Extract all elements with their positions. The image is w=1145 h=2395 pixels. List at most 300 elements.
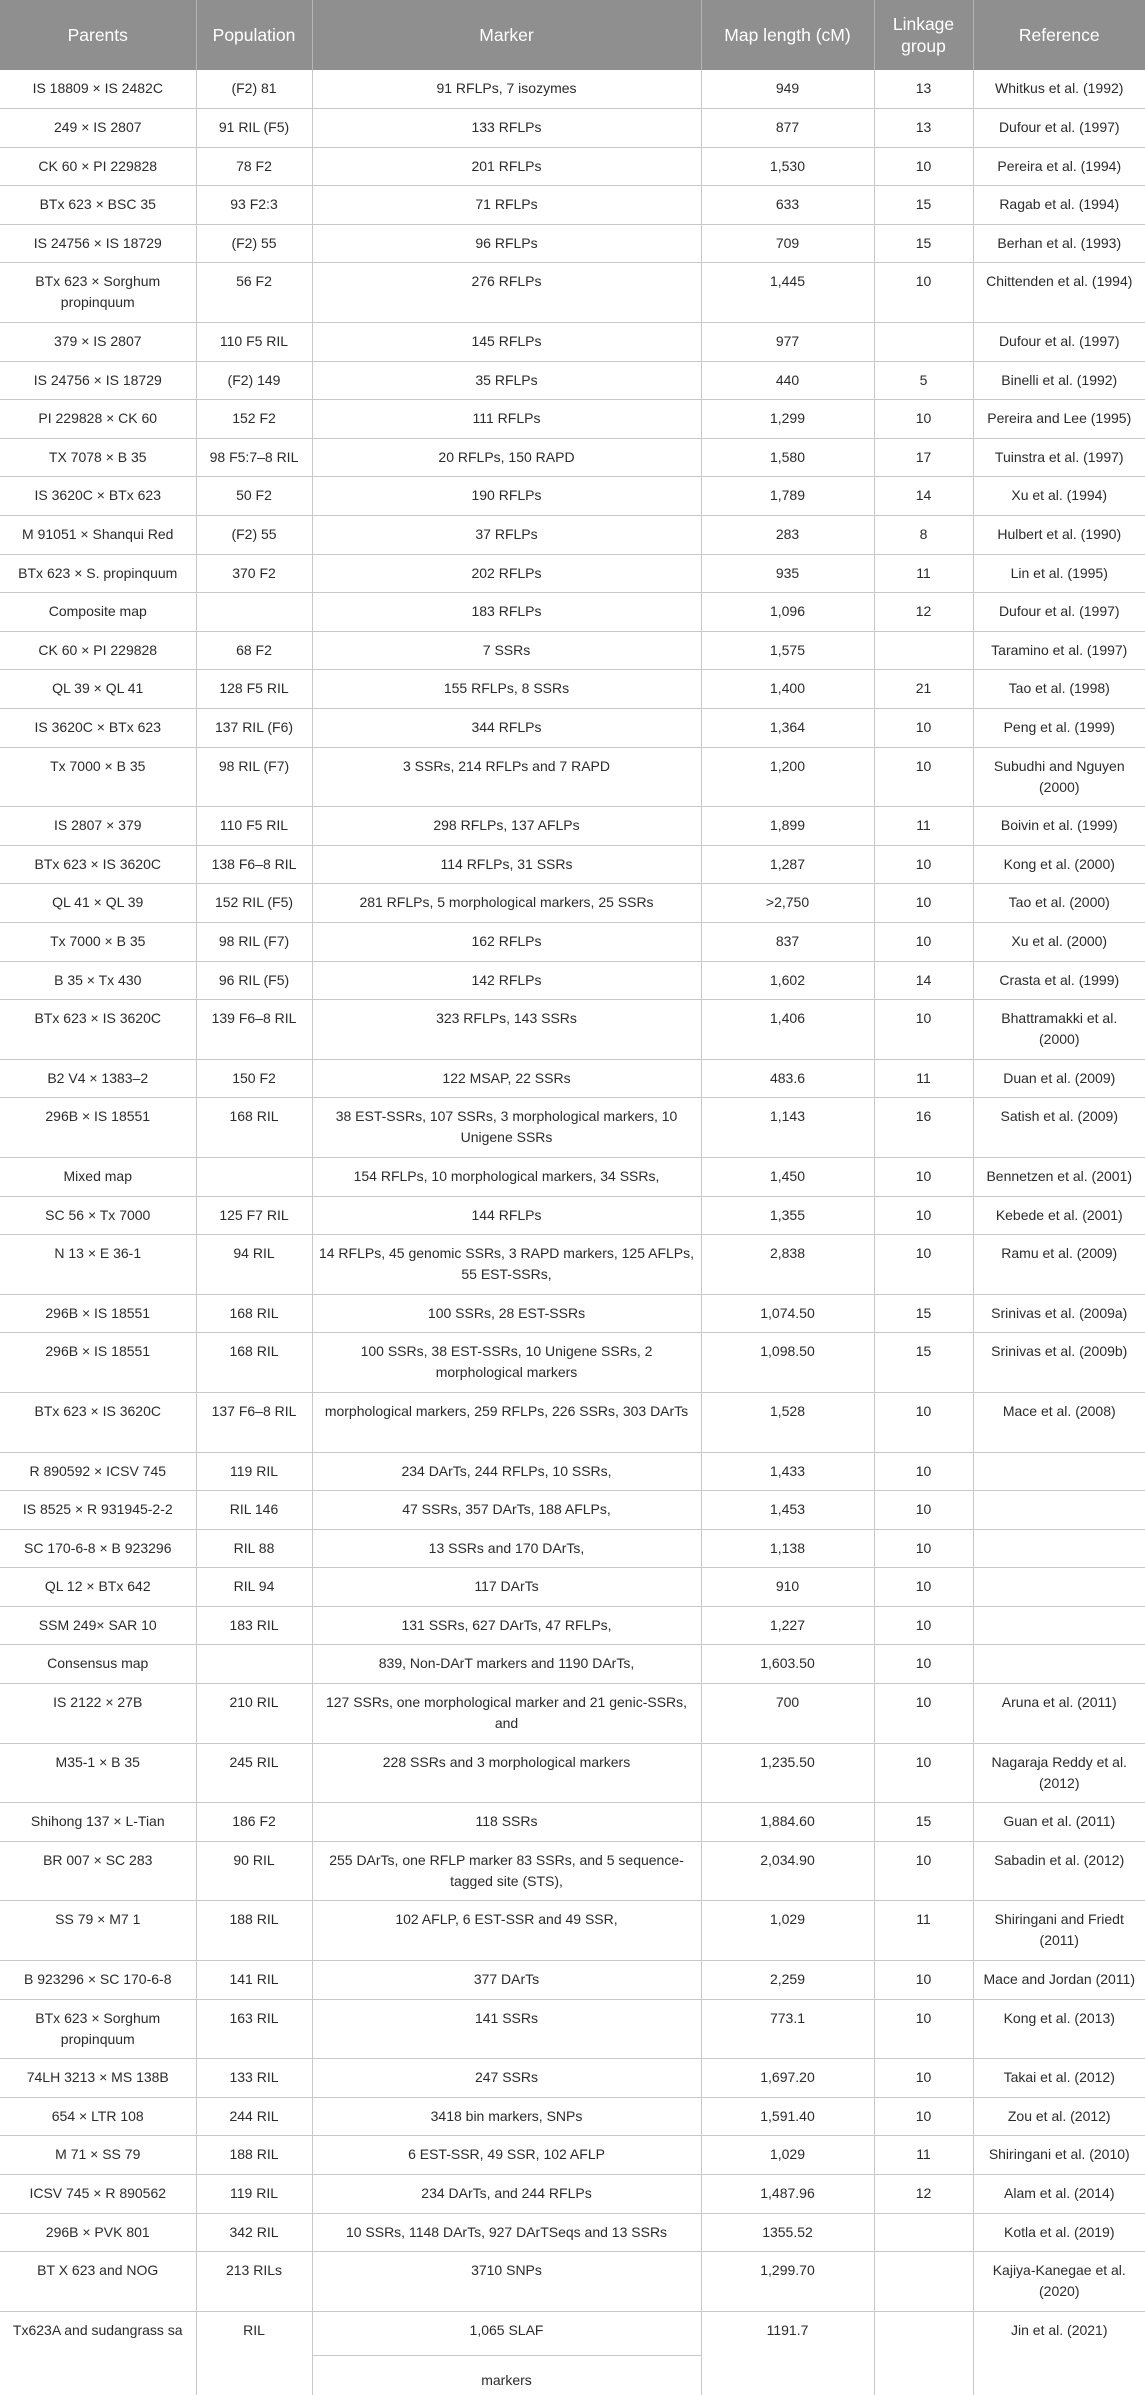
cell-map-length: 1,400 [701,670,874,709]
cell-marker: 190 RFLPs [312,477,701,516]
table-row [0,1098,1145,1158]
cell-population: 137 F6–8 RIL [196,1392,312,1452]
header-row [0,0,1145,70]
cell-map-length: 1,697.20 [701,2059,874,2098]
cell-population: 213 RILs [196,2252,312,2312]
cell-map-length: 1,138 [701,1529,874,1568]
cell-parents: CK 60 × PI 229828 [0,631,196,670]
cell-reference: Peng et al. (1999) [973,709,1145,748]
cell-population: 342 RIL [196,2213,312,2252]
cell-map-length: 1,299.70 [701,2252,874,2312]
cell-reference: Srinivas et al. (2009b) [973,1333,1145,1393]
cell-linkage-group: 11 [874,1059,973,1098]
table-row [0,884,1145,923]
cell-map-length: 1,433 [701,1452,874,1491]
table-row [0,2097,1145,2136]
cell-linkage-group: 15 [874,186,973,225]
cell-marker: 162 RFLPs [312,922,701,961]
header-linkage-group: Linkage group [874,0,973,70]
cell-map-length: 1,299 [701,400,874,439]
cell-marker: 100 SSRs, 28 EST-SSRs [312,1294,701,1333]
cell-parents: IS 2122 × 27B [0,1684,196,1744]
cell-marker: 35 RFLPs [312,361,701,400]
cell-marker: 142 RFLPs [312,961,701,1000]
cell-reference: Jin et al. (2021) [1011,2321,1108,2338]
cell-marker: 117 DArTs [312,1568,701,1607]
cell-population: 50 F2 [196,477,312,516]
cell-marker: 133 RFLPs [312,109,701,148]
cell-reference [973,1606,1145,1645]
cell-population: 245 RIL [196,1743,312,1803]
cell-population: 78 F2 [196,147,312,186]
cell-reference: Kajiya-Kanegae et al. (2020) [973,2252,1145,2312]
cell-linkage-group: 10 [874,1684,973,1744]
cell-reference: Lin et al. (1995) [973,554,1145,593]
table-row [0,1235,1145,1295]
table-row [0,1196,1145,1235]
cell-parents: SS 79 × M7 1 [0,1901,196,1961]
cell-population: 163 RIL [196,1999,312,2059]
cell-reference: Mace and Jordan (2011) [973,1961,1145,2000]
cell-linkage-group: 21 [874,670,973,709]
cell-population: 139 F6–8 RIL [196,1000,312,1060]
cell-linkage-group: 12 [874,2175,973,2214]
cell-marker: 202 RFLPs [312,554,701,593]
cell-parents: 74LH 3213 × MS 138B [0,2059,196,2098]
cell-population: 96 RIL (F5) [196,961,312,1000]
cell-population: RIL 88 [196,1529,312,1568]
cell-marker: 114 RFLPs, 31 SSRs [312,845,701,884]
cell-marker: 183 RFLPs [312,593,701,632]
cell-reference: Satish et al. (2009) [973,1098,1145,1158]
cell-population: 137 RIL (F6) [196,709,312,748]
table-row [0,1333,1145,1393]
cell-population: 119 RIL [196,1452,312,1491]
cell-linkage-group: 10 [874,2059,973,2098]
table-row [0,400,1145,439]
cell-linkage-group: 16 [874,1098,973,1158]
cell-population: 370 F2 [196,554,312,593]
cell-map-length: 1,235.50 [701,1743,874,1803]
cell-reference: Duan et al. (2009) [973,1059,1145,1098]
cell-map-length: 949 [701,70,874,109]
cell-reference [973,1645,1145,1684]
cell-reference: Tao et al. (1998) [973,670,1145,709]
cell-marker: 71 RFLPs [312,186,701,225]
cell-parents: QL 41 × QL 39 [0,884,196,923]
cell-linkage-group: 12 [874,593,973,632]
cell-population: 141 RIL [196,1961,312,2000]
cell-population: 244 RIL [196,2097,312,2136]
table-row [0,593,1145,632]
cell-map-length: 1,528 [701,1392,874,1452]
cell-population: 110 F5 RIL [196,807,312,846]
cell-marker: 47 SSRs, 357 DArTs, 188 AFLPs, [312,1491,701,1530]
cell-map-length: >2,750 [701,884,874,923]
table-row [0,631,1145,670]
cell-marker: 111 RFLPs [312,400,701,439]
cell-population: (F2) 55 [196,516,312,555]
cell-linkage-group: 10 [874,1529,973,1568]
cell-map-length: 1,406 [701,1000,874,1060]
cell-parents: QL 39 × QL 41 [0,670,196,709]
cell-reference: Nagaraja Reddy et al. (2012) [973,1743,1145,1803]
table-row [0,477,1145,516]
cell-map-length: 1,453 [701,1491,874,1530]
cell-marker: 3710 SNPs [312,2252,701,2312]
cell-linkage-group: 10 [874,1999,973,2059]
cell-reference: Tuinstra et al. (1997) [973,438,1145,477]
cell-map-length: 1,364 [701,709,874,748]
cell-linkage-group: 10 [874,1000,973,1060]
cell-marker: 255 DArTs, one RFLP marker 83 SSRs, and 5 sequence-tagged site (STS), [312,1841,701,1901]
cell-parents: M 91051 × Shanqui Red [0,516,196,555]
cell-marker: 118 SSRs [312,1803,701,1842]
cell-linkage-group: 13 [874,70,973,109]
cell-map-length: 2,838 [701,1235,874,1295]
cell-reference: Pereira and Lee (1995) [973,400,1145,439]
cell-linkage-group: 10 [874,1157,973,1196]
cell-parents: N 13 × E 36-1 [0,1235,196,1295]
cell-map-length: 1355.52 [701,2213,874,2252]
cell-marker: 3418 bin markers, SNPs [312,2097,701,2136]
cell-population: (F2) 149 [196,361,312,400]
cell-map-length: 1,603.50 [701,1645,874,1684]
cell-population: 138 F6–8 RIL [196,845,312,884]
table-row [0,554,1145,593]
cell-linkage-group: 10 [874,709,973,748]
cell-reference: Binelli et al. (1992) [973,361,1145,400]
table-row [0,109,1145,148]
cell-map-length: 1,200 [701,747,874,807]
cell-linkage-group: 10 [874,1568,973,1607]
cell-reference: Zou et al. (2012) [973,2097,1145,2136]
cell-population: 188 RIL [196,1901,312,1961]
cell-marker: 91 RFLPs, 7 isozymes [312,70,701,109]
cell-population: 93 F2:3 [196,186,312,225]
table-row [0,1961,1145,2000]
cell-linkage-group: 14 [874,961,973,1000]
cell-parents: 296B × IS 18551 [0,1294,196,1333]
cell-reference: Sabadin et al. (2012) [973,1841,1145,1901]
cell-population: (F2) 55 [196,224,312,263]
table-row [0,1568,1145,1607]
cell-parents: 379 × IS 2807 [0,323,196,362]
cell-parents: Composite map [0,593,196,632]
cell-linkage-group: 10 [874,1196,973,1235]
cell-linkage-group: 10 [874,1743,973,1803]
cell-linkage-group [874,2252,973,2312]
cell-linkage-group: 10 [874,1392,973,1452]
table-row [0,323,1145,362]
cell-reference: Dufour et al. (1997) [973,593,1145,632]
cell-linkage-group: 11 [874,554,973,593]
cell-map-length: 877 [701,109,874,148]
cell-population [196,593,312,632]
cell-parents: BTx 623 × Sorghum propinquum [0,263,196,323]
header-population: Population [196,0,312,70]
cell-population: 168 RIL [196,1294,312,1333]
cell-parents: Tx 7000 × B 35 [0,747,196,807]
cell-population: 183 RIL [196,1606,312,1645]
cell-marker [312,2311,701,2395]
table-row [0,1901,1145,1961]
table-row [0,2252,1145,2312]
cell-population: 168 RIL [196,1098,312,1158]
cell-linkage-group: 10 [874,263,973,323]
cell-reference: Mace et al. (2008) [973,1392,1145,1452]
table-row [0,1606,1145,1645]
cell-linkage-group [874,323,973,362]
cell-map-length: 1,580 [701,438,874,477]
cell-marker: 323 RFLPs, 143 SSRs [312,1000,701,1060]
cell-population: 188 RIL [196,2136,312,2175]
cell-reference: Kebede et al. (2001) [973,1196,1145,1235]
cell-marker: 145 RFLPs [312,323,701,362]
cell-reference: Ramu et al. (2009) [973,1235,1145,1295]
cell-linkage-group: 11 [874,807,973,846]
table-row [0,709,1145,748]
table-row [0,1684,1145,1744]
cell-population: 91 RIL (F5) [196,109,312,148]
cell-reference: Kong et al. (2000) [973,845,1145,884]
header-map-length: Map length (cM) [701,0,874,70]
cell-parents: SC 56 × Tx 7000 [0,1196,196,1235]
cell-population: 68 F2 [196,631,312,670]
cell-parents: Consensus map [0,1645,196,1684]
cell-population: 94 RIL [196,1235,312,1295]
cell-marker: 38 EST-SSRs, 107 SSRs, 3 morphological markers, 10 Unigene SSRs [312,1098,701,1158]
table-row [0,1743,1145,1803]
cell-reference: Srinivas et al. (2009a) [973,1294,1145,1333]
cell-population: RIL 146 [196,1491,312,1530]
cell-linkage-group [874,631,973,670]
table-row [0,516,1145,555]
cell-map-length: 837 [701,922,874,961]
cell-linkage-group: 15 [874,1294,973,1333]
cell-parents: BTx 623 × IS 3620C [0,845,196,884]
cell-reference [973,1491,1145,1530]
cell-marker: 276 RFLPs [312,263,701,323]
cell-marker: 100 SSRs, 38 EST-SSRs, 10 Unigene SSRs, 2 morphological markers [312,1333,701,1393]
cell-reference [973,1452,1145,1491]
cell-linkage-group: 10 [874,884,973,923]
cell-marker: 281 RFLPs, 5 morphological markers, 25 SSRs [312,884,701,923]
cell-parents: QL 12 × BTx 642 [0,1568,196,1607]
cell-population: 56 F2 [196,263,312,323]
cell-marker: 141 SSRs [312,1999,701,2059]
cell-parents: IS 8525 × R 931945-2-2 [0,1491,196,1530]
cell-reference: Shiringani et al. (2010) [973,2136,1145,2175]
cell-map-length: 1,789 [701,477,874,516]
cell-marker: morphological markers, 259 RFLPs, 226 SSRs, 303 DArTs [312,1392,701,1452]
cell-map-length: 440 [701,361,874,400]
table-row [0,1157,1145,1196]
cell-parents: 296B × IS 18551 [0,1333,196,1393]
cell-linkage-group: 10 [874,922,973,961]
cell-parents: IS 24756 × IS 18729 [0,361,196,400]
cell-population: RIL 94 [196,1568,312,1607]
table-row [0,2136,1145,2175]
cell-linkage-group: 10 [874,1645,973,1684]
cell-marker: 122 MSAP, 22 SSRs [312,1059,701,1098]
cell-reference: Dufour et al. (1997) [973,323,1145,362]
cell-reference: Xu et al. (2000) [973,922,1145,961]
cell-reference: Taramino et al. (1997) [973,631,1145,670]
table-row [0,1059,1145,1098]
cell-reference: Subudhi and Nguyen (2000) [973,747,1145,807]
table-row [0,186,1145,225]
cell-marker: 96 RFLPs [312,224,701,263]
cell-reference: Dufour et al. (1997) [973,109,1145,148]
cell-reference: Guan et al. (2011) [973,1803,1145,1842]
cell-reference: Aruna et al. (2011) [973,1684,1145,1744]
cell-population: 98 F5:7–8 RIL [196,438,312,477]
cell-marker: 7 SSRs [312,631,701,670]
cell-marker: 228 SSRs and 3 morphological markers [312,1743,701,1803]
cell-map-length: 1,899 [701,807,874,846]
cell-parents: IS 18809 × IS 2482C [0,70,196,109]
cell-parents: 296B × IS 18551 [0,1098,196,1158]
cell-map-length: 1191.7 [701,2311,874,2395]
cell-reference: Kotla et al. (2019) [973,2213,1145,2252]
cell-population: 110 F5 RIL [196,323,312,362]
cell-reference [973,1568,1145,1607]
table-row [0,845,1145,884]
cell-map-length: 1,591.40 [701,2097,874,2136]
cell-reference: Xu et al. (1994) [973,477,1145,516]
cell-linkage-group: 11 [874,1901,973,1961]
cell-parents: TX 7078 × B 35 [0,438,196,477]
cell-marker: 102 AFLP, 6 EST-SSR and 49 SSR, [312,1901,701,1961]
cell-map-length: 977 [701,323,874,362]
cell-parents: BTx 623 × IS 3620C [0,1000,196,1060]
table-row [0,2175,1145,2214]
cell-parents: Shihong 137 × L-Tian [0,1803,196,1842]
cell-linkage-group [874,2311,973,2395]
cell-marker-line: 1,065 SLAF [469,2321,544,2338]
table-row [0,1529,1145,1568]
cell-population: 210 RIL [196,1684,312,1744]
cell-map-length: 773.1 [701,1999,874,2059]
cell-map-length: 935 [701,554,874,593]
header-parents: Parents [0,0,196,70]
cell-population: 168 RIL [196,1333,312,1393]
table-row [0,361,1145,400]
cell-parents: SSM 249× SAR 10 [0,1606,196,1645]
table-row [0,2311,1145,2395]
cell-parents: Mixed map [0,1157,196,1196]
cell-parents: BT X 623 and NOG [0,2252,196,2312]
table-row [0,1645,1145,1684]
cell-population: 98 RIL (F7) [196,747,312,807]
table-row [0,922,1145,961]
cell-marker: 154 RFLPs, 10 morphological markers, 34 SSRs, [312,1157,701,1196]
cell-map-length: 1,074.50 [701,1294,874,1333]
table-row [0,961,1145,1000]
table-row [0,70,1145,109]
cell-linkage-group: 10 [874,1606,973,1645]
cell-reference: Berhan et al. (1993) [973,224,1145,263]
cell-reference: Takai et al. (2012) [973,2059,1145,2098]
cell-parents: PI 229828 × CK 60 [0,400,196,439]
cell-marker: 298 RFLPs, 137 AFLPs [312,807,701,846]
cell-map-length: 1,487.96 [701,2175,874,2214]
cell-parents: Tx 7000 × B 35 [0,922,196,961]
cell-parents: Tx623A and sudangrass sa [0,2311,196,2395]
cell-linkage-group: 14 [874,477,973,516]
cell-marker: 10 SSRs, 1148 DArTs, 927 DArTSeqs and 13 SSRs [312,2213,701,2252]
cell-linkage-group: 13 [874,109,973,148]
cell-map-length: 283 [701,516,874,555]
cell-population: 119 RIL [196,2175,312,2214]
cell-linkage-group: 10 [874,2097,973,2136]
cell-parents: 249 × IS 2807 [0,109,196,148]
cell-marker: 839, Non-DArT markers and 1190 DArTs, [312,1645,701,1684]
cell-map-length: 1,884.60 [701,1803,874,1842]
cell-marker: 3 SSRs, 214 RFLPs and 7 RAPD [312,747,701,807]
cell-linkage-group: 15 [874,224,973,263]
cell-reference: Bennetzen et al. (2001) [973,1157,1145,1196]
cell-marker: 201 RFLPs [312,147,701,186]
cell-parents: BTx 623 × Sorghum propinquum [0,1999,196,2059]
cell-map-length: 1,575 [701,631,874,670]
cell-parents: 654 × LTR 108 [0,2097,196,2136]
cell-reference: Alam et al. (2014) [973,2175,1145,2214]
cell-reference: Pereira et al. (1994) [973,147,1145,186]
cell-linkage-group: 8 [874,516,973,555]
cell-reference: Shiringani and Friedt (2011) [973,1901,1145,1961]
cell-marker: 377 DArTs [312,1961,701,2000]
cell-parents: B2 V4 × 1383–2 [0,1059,196,1098]
table-row [0,224,1145,263]
cell-map-length: 1,098.50 [701,1333,874,1393]
table-row [0,1491,1145,1530]
cell-marker: 14 RFLPs, 45 genomic SSRs, 3 RAPD markers, 125 AFLPs, 55 EST-SSRs, [312,1235,701,1295]
cell-map-length: 1,602 [701,961,874,1000]
cell-marker: 144 RFLPs [312,1196,701,1235]
cell-linkage-group [874,2213,973,2252]
cell-map-length: 1,287 [701,845,874,884]
table-row [0,147,1145,186]
cell-reference: Crasta et al. (1999) [973,961,1145,1000]
cell-parents: B 923296 × SC 170-6-8 [0,1961,196,2000]
cell-population: RIL [196,2311,312,2395]
cell-linkage-group: 10 [874,147,973,186]
cell-population [196,1157,312,1196]
cell-marker: 344 RFLPs [312,709,701,748]
cell-map-length: 1,445 [701,263,874,323]
table-row [0,438,1145,477]
cell-linkage-group: 15 [874,1803,973,1842]
cell-population: 90 RIL [196,1841,312,1901]
table-row [0,2059,1145,2098]
cell-map-length: 1,530 [701,147,874,186]
cell-linkage-group: 5 [874,361,973,400]
cell-map-length: 709 [701,224,874,263]
cell-reference: Hulbert et al. (1990) [973,516,1145,555]
header-reference: Reference [973,0,1145,70]
cell-parents: M 71 × SS 79 [0,2136,196,2175]
cell-marker: 20 RFLPs, 150 RAPD [312,438,701,477]
cell-population: 152 F2 [196,400,312,439]
table-row [0,1452,1145,1491]
cell-marker: 234 DArTs, 244 RFLPs, 10 SSRs, [312,1452,701,1491]
cell-map-length: 1,450 [701,1157,874,1196]
cell-map-length: 1,029 [701,1901,874,1961]
table-row [0,1803,1145,1842]
cell-parents: IS 2807 × 379 [0,807,196,846]
